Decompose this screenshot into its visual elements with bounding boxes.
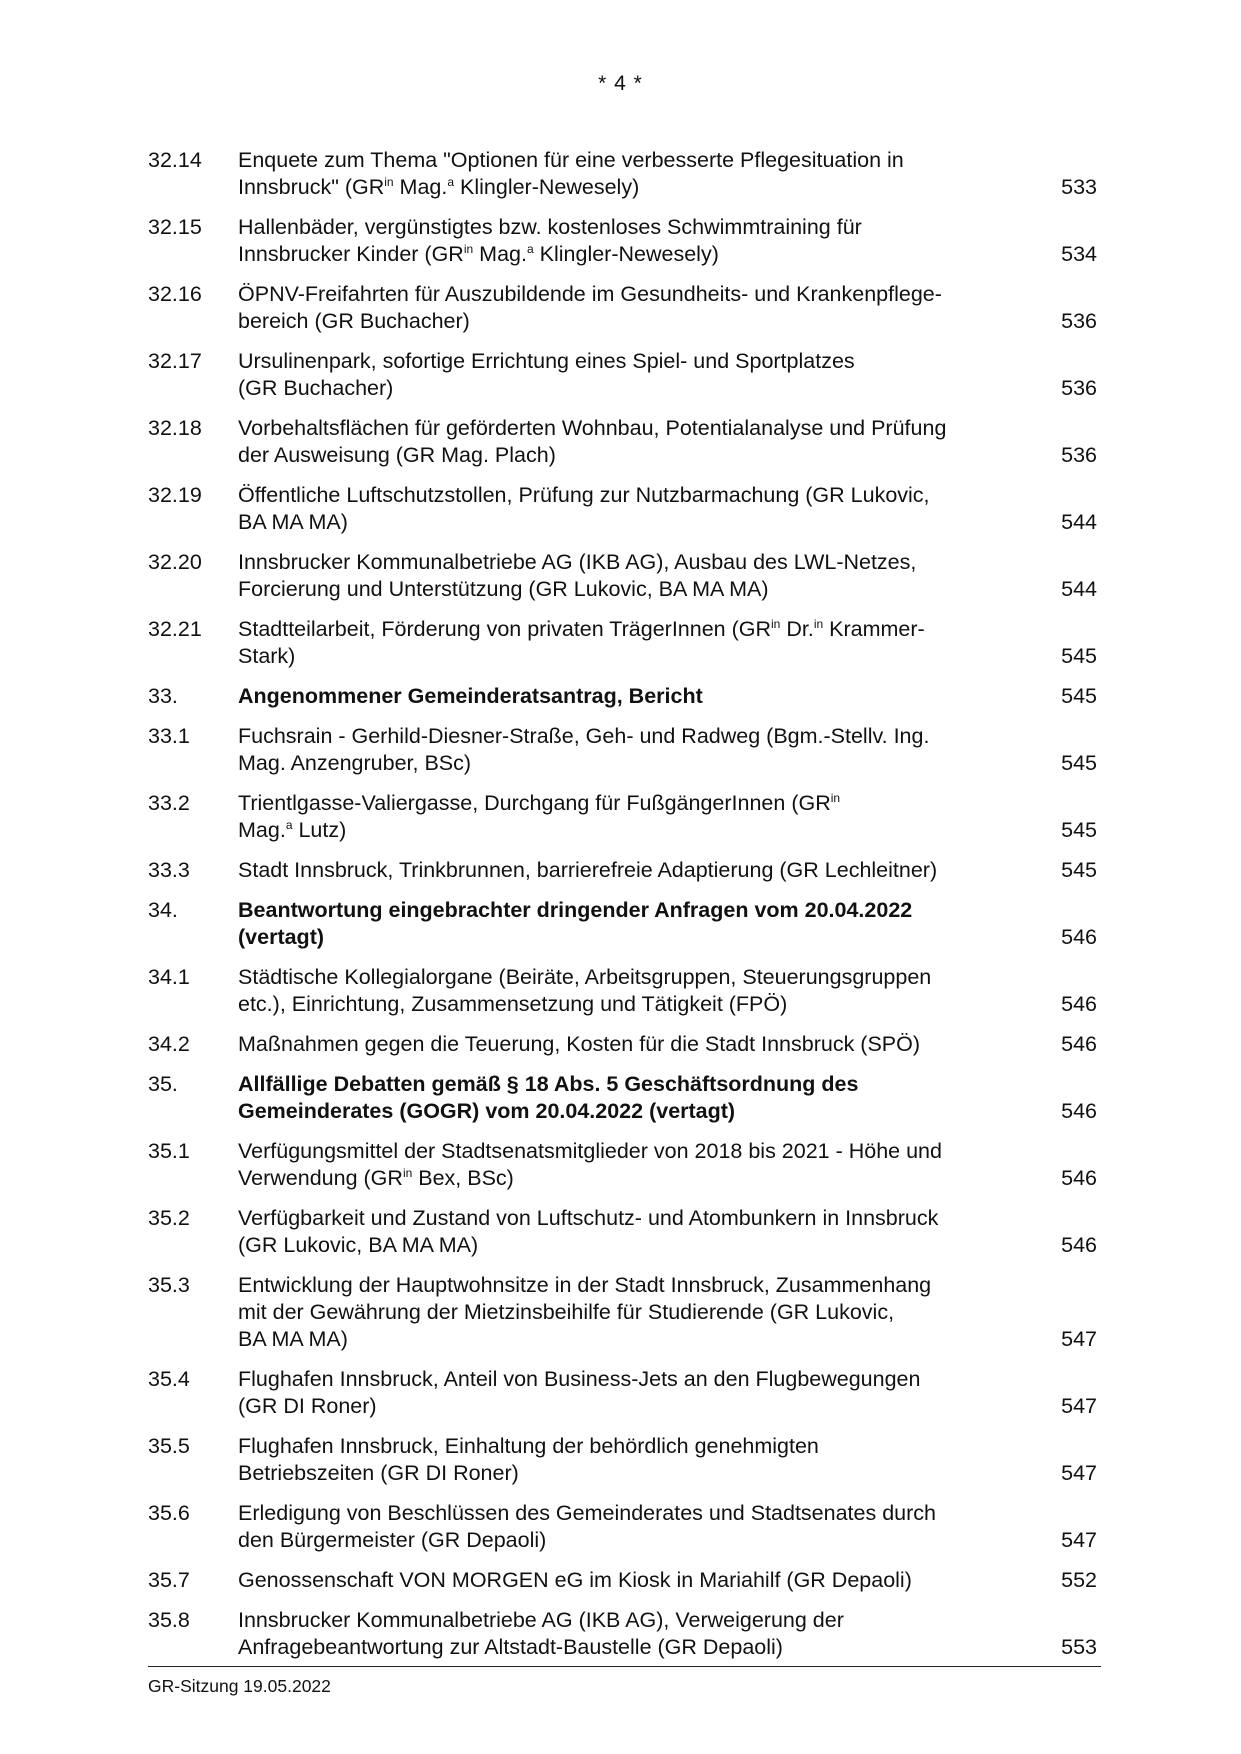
toc-entry-number: 35.3 [148,1273,190,1297]
toc-entry-number: 34.1 [148,965,190,989]
toc-entry-title-line: (GR Buchacher) [238,376,394,400]
toc-entry-page: 552 [1061,1568,1097,1592]
toc-entry-title [238,549,1023,603]
toc-entry-page: 546 [1061,1099,1097,1123]
toc-entry-title [238,482,1023,536]
toc-entry-page: 547 [1061,1528,1097,1552]
toc-entry-title-line: Stark) [238,644,296,668]
toc-entry-title-line: (vertagt) [238,925,325,949]
toc-entry-title-line: Flughafen Innsbruck, Anteil von Business-Jets an den Flugbewegungen [238,1367,921,1391]
toc-entry-title-line: Allfällige Debatten gemäß § 18 Abs. 5 Geschäftsordnung des [238,1072,859,1096]
toc-entry [148,214,1097,268]
toc-entry-page: 545 [1061,858,1097,882]
toc-entry [148,1366,1097,1420]
toc-entry [148,415,1097,469]
superscript: in [463,242,474,256]
toc-entry-title-line: Öffentliche Luftschutzstollen, Prüfung zur Nutzbarmachung (GR Lukovic, [238,483,930,507]
toc-entry-page: 546 [1061,925,1097,949]
toc-entry-number: 35.4 [148,1367,190,1391]
toc-entry-number: 35.8 [148,1608,190,1632]
toc-entry [148,1031,1097,1058]
toc-entry-title-line: Stadt Innsbruck, Trinkbrunnen, barrierefreie Adaptierung (GR Lechleitner) [238,858,938,882]
toc-entry-page: 544 [1061,577,1097,601]
toc-entry-title-line: Mag. Anzengruber, BSc) [238,751,472,775]
toc-entry [148,1071,1097,1125]
toc-entry-title-line: Forcierung und Unterstützung (GR Lukovic, BA MA MA) [238,577,769,601]
toc-entry [148,1607,1097,1661]
superscript: in [813,617,824,631]
toc-entry-title [238,790,1023,844]
toc-entry-title-line: Innsbruck" ($GR^{in}$ Mag.$^a$ Klingler-Newesely) [238,175,640,199]
toc-entry-title [238,683,1023,710]
toc-entry-title [238,1500,1023,1554]
toc-entry [148,1138,1097,1192]
toc-entry-number: 35.6 [148,1501,190,1525]
toc-entry-title-line: Verfügungsmittel der Stadtsenatsmitglieder von 2018 bis 2021 - Höhe und [238,1139,942,1163]
toc-entry-title [238,1272,1023,1353]
toc-entry-number: 32.21 [148,617,202,641]
toc-entry-number: 32.15 [148,215,202,239]
toc-entry-title [238,857,1023,884]
toc-entry-page: 533 [1061,175,1097,199]
toc-entry-number: 33.1 [148,724,190,748]
toc-entry-title-line: Hallenbäder, vergünstigtes bzw. kostenloses Schwimmtraining für [238,215,862,239]
toc-entry-title [238,897,1023,951]
toc-entry-title-line: Beantwortung eingebrachter dringender Anfragen vom 20.04.2022 [238,898,913,922]
toc-entry-page: 547 [1061,1461,1097,1485]
toc-entry-number: 32.20 [148,550,202,574]
superscript: in [402,1166,413,1180]
toc-entry [148,348,1097,402]
toc-entry-title [238,723,1023,777]
superscript: a [285,818,293,832]
toc-entry-title-line: Mag.$^a$ Lutz) [238,818,347,842]
toc-entry [148,964,1097,1018]
toc-entry-title-line: Maßnahmen gegen die Teuerung, Kosten für die Stadt Innsbruck (SPÖ) [238,1032,921,1056]
toc-entry-title-line: etc.), Einrichtung, Zusammensetzung und Tätigkeit (FPÖ) [238,992,788,1016]
toc-entry-number: 32.17 [148,349,202,373]
toc-entry-title-line: Anfragebeantwortung zur Altstadt-Baustelle (GR Depaoli) [238,1635,783,1659]
toc-entry-page: 547 [1061,1394,1097,1418]
toc-entry-title-line: Stadtteilarbeit, Förderung von privaten TrägerInnen ($GR^{in}$ Dr.$^{in}$ Krammer- [238,617,925,641]
toc-entry-title-line: Ursulinenpark, sofortige Errichtung eines Spiel- und Sportplatzes [238,349,855,373]
toc-entry-title [238,415,1023,469]
toc-entry-page: 553 [1061,1635,1097,1659]
toc-entry-title-line: bereich (GR Buchacher) [238,309,470,333]
toc-entry-number: 32.19 [148,483,202,507]
toc-entry-title-line: Innsbrucker Kommunalbetriebe AG (IKB AG), Verweigerung der [238,1608,844,1632]
toc-entry-title-line: Enquete zum Thema "Optionen für eine verbesserte Pflegesituation in [238,148,904,172]
toc-entry-title [238,1567,1023,1594]
toc-entry-page: 545 [1061,644,1097,668]
footer-divider [148,1666,1101,1667]
toc-entry-page: 544 [1061,510,1097,534]
toc-entry-title [238,1366,1023,1420]
toc-entry-number: 35.7 [148,1568,190,1592]
toc-entry-title-line: Betriebszeiten (GR DI Roner) [238,1461,519,1485]
toc-entry-title [238,1433,1023,1487]
toc-entry-title-line: Genossenschaft VON MORGEN eG im Kiosk in Mariahilf (GR Depaoli) [238,1568,912,1592]
toc-entry-title-line: Trientlgasse-Valiergasse, Durchgang für FußgängerInnen ($GR^{in}$ [238,791,841,815]
toc-entry [148,723,1097,777]
toc-entry-page: 536 [1061,376,1097,400]
superscript: in [384,175,394,189]
page-number: * 4 * [598,72,643,95]
toc-entry-title [238,147,1023,201]
toc-entry [148,897,1097,951]
toc-entry [148,790,1097,844]
toc-entry-title-line: Städtische Kollegialorgane (Beiräte, Arbeitsgruppen, Steuerungsgruppen [238,965,932,989]
toc-entry [148,616,1097,670]
toc-entry-title-line: Innsbrucker Kommunalbetriebe AG (IKB AG), Ausbau des LWL-Netzes, [238,550,917,574]
toc-entry [148,1500,1097,1554]
toc-entry-title [238,281,1023,335]
superscript: a [447,175,455,189]
toc-entry-number: 34. [148,898,178,922]
superscript: a [526,242,534,256]
toc-entry-title [238,1138,1023,1192]
toc-entry-page: 545 [1061,818,1097,842]
toc-entry-title-line: Angenommener Gemeinderatsantrag, Bericht [238,684,703,708]
toc-entry-page: 547 [1061,1327,1097,1351]
toc-entry-number: 35.1 [148,1139,190,1163]
toc-entry-page: 545 [1061,751,1097,775]
toc-entry-number: 35.2 [148,1206,190,1230]
toc-entry [148,1272,1097,1353]
toc-entry-number: 32.14 [148,148,202,172]
toc-entry-title [238,1031,1023,1058]
toc-entry-title [238,1205,1023,1259]
toc-entry-number: 33. [148,684,178,708]
toc-entry-title-line: Erledigung von Beschlüssen des Gemeinderates und Stadtsenates durch [238,1501,936,1525]
toc-entry-page: 546 [1061,1166,1097,1190]
toc-entry-title-line: (GR Lukovic, BA MA MA) [238,1233,479,1257]
toc-entry-title-line: ÖPNV-Freifahrten für Auszubildende im Gesundheits- und Krankenpflege- [238,282,942,306]
toc-entry-page: 536 [1061,309,1097,333]
toc-entry-title-line: der Ausweisung (GR Mag. Plach) [238,443,556,467]
toc-entry-number: 35.5 [148,1434,190,1458]
toc-entry [148,857,1097,884]
toc-entry [148,1205,1097,1259]
toc-entry [148,281,1097,335]
toc-entry-title-line: den Bürgermeister (GR Depaoli) [238,1528,547,1552]
toc-entry-title [238,1607,1023,1661]
toc-entry [148,549,1097,603]
toc-entry [148,683,1097,710]
toc-entry-page: 536 [1061,443,1097,467]
toc-entry-number: 33.2 [148,791,190,815]
toc-entry [148,482,1097,536]
toc-entry-title [238,616,1023,670]
toc-entry-number: 32.16 [148,282,202,306]
toc-entry-title-line: (GR DI Roner) [238,1394,377,1418]
toc-entry-number: 34.2 [148,1032,190,1056]
toc-entry-title [238,964,1023,1018]
toc-entry-number: 35. [148,1072,178,1096]
toc-entry-title-line: mit der Gewährung der Mietzinsbeihilfe für Studierende (GR Lukovic, [238,1300,895,1324]
superscript: in [771,617,781,631]
toc-entry-title-line: Fuchsrain - Gerhild-Diesner-Straße, Geh- und Radweg (Bgm.-Stellv. Ing. [238,724,930,748]
toc-entry [148,147,1097,201]
toc-entry-title-line: Innsbrucker Kinder ($GR^{in}$ Mag.$^a$ Klingler-Newesely) [238,242,719,266]
toc-entry-title-line: Verfügbarkeit und Zustand von Luftschutz- und Atombunkern in Innsbruck [238,1206,939,1230]
toc-entry-title-line: Flughafen Innsbruck, Einhaltung der behördlich genehmigten [238,1434,819,1458]
footer-text: GR-Sitzung 19.05.2022 [148,1676,331,1696]
toc-entry-title-line: BA MA MA) [238,510,348,534]
toc-entry-title [238,1071,1023,1125]
toc-entry-page: 546 [1061,1032,1097,1056]
toc-entry-title-line: Entwicklung der Hauptwohnsitze in der Stadt Innsbruck, Zusammenhang [238,1273,932,1297]
toc-entry-title-line: Vorbehaltsflächen für geförderten Wohnbau, Potentialanalyse und Prüfung [238,416,947,440]
toc-entry-title [238,214,1023,268]
toc-entry-title-line: Verwendung ($GR^{in}$ Bex, BSc) [238,1166,514,1190]
toc-entry-number: 32.18 [148,416,202,440]
toc-entry-number: 33.3 [148,858,190,882]
toc-entry-page: 545 [1061,684,1097,708]
toc-entry-page: 534 [1061,242,1097,266]
toc-entry-page: 546 [1061,1233,1097,1257]
superscript: in [830,791,841,805]
toc-entry-page: 546 [1061,992,1097,1016]
toc-entry-title [238,348,1023,402]
toc-entry [148,1433,1097,1487]
toc-entry [148,1567,1097,1594]
toc-entry-title-line: Gemeinderates (GOGR) vom 20.04.2022 (vertagt) [238,1099,736,1123]
toc-entry-title-line: BA MA MA) [238,1327,348,1351]
table-of-contents [148,147,1097,1674]
